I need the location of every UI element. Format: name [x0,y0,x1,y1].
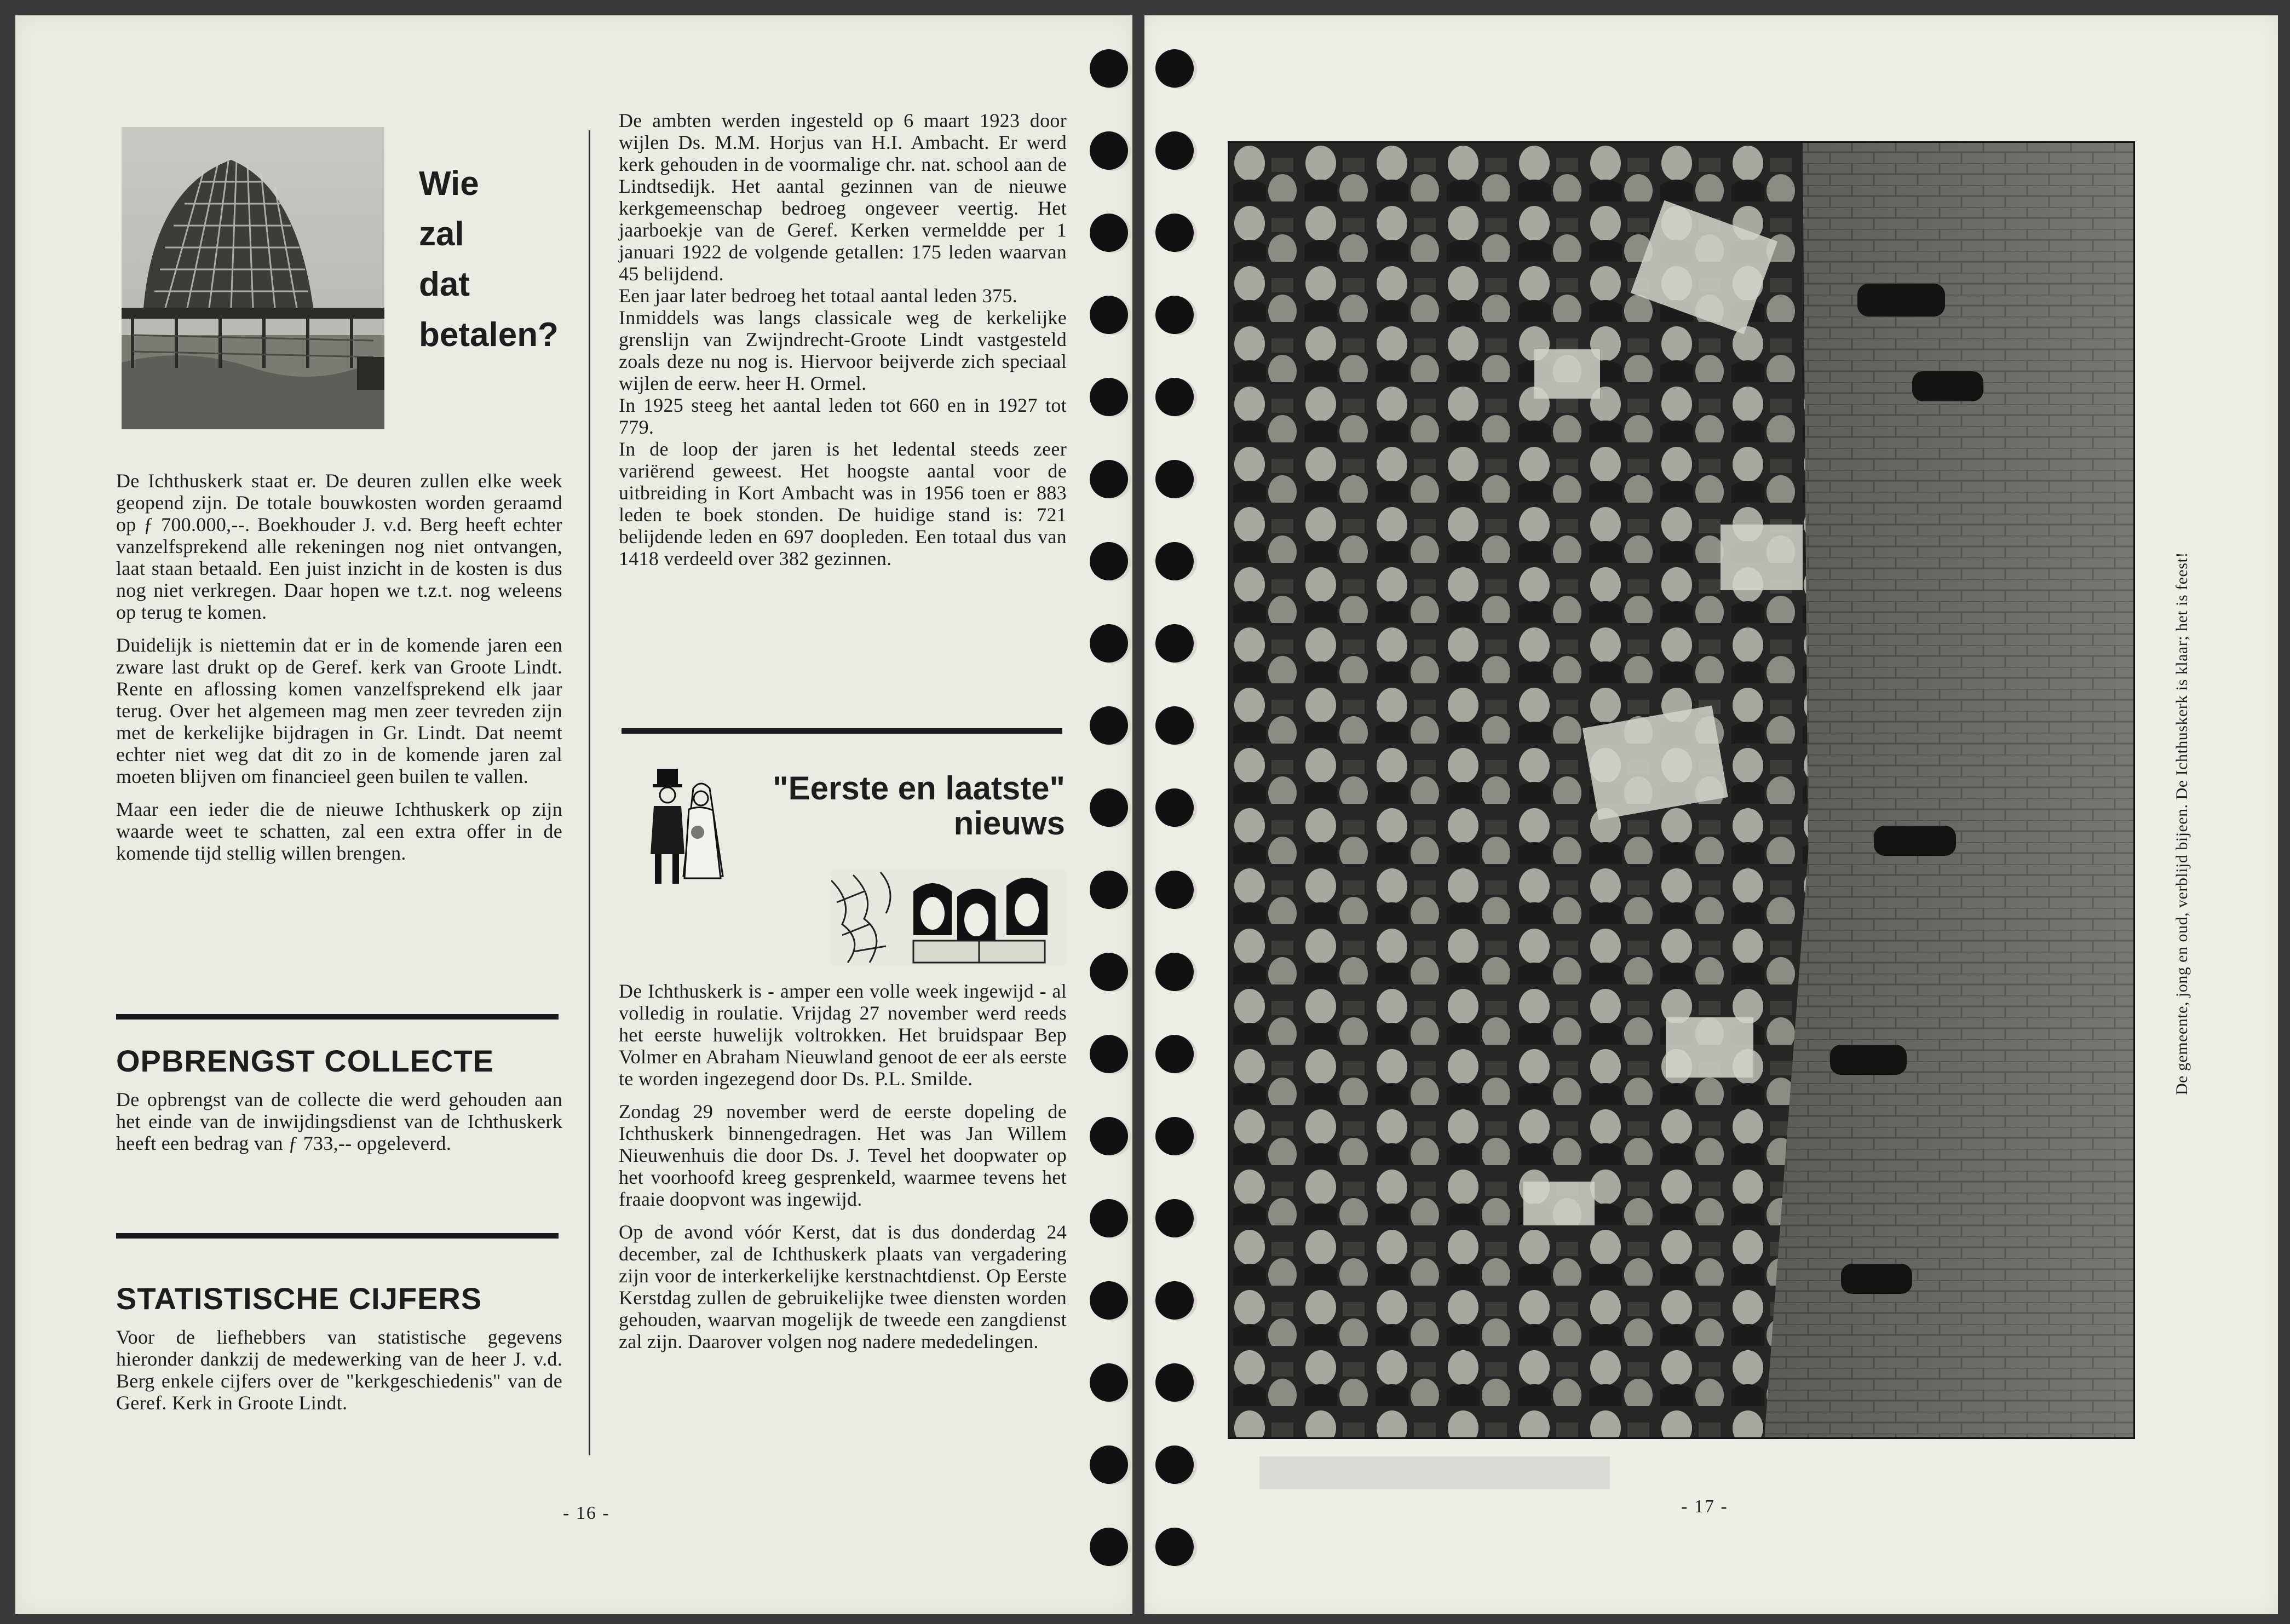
news-heading-block [728,771,1065,841]
binding-hole [1155,1117,1194,1155]
headline-block [419,159,583,360]
binding-hole [1090,953,1128,991]
intro-paragraph: Duidelijk is niettemin dat er in de komende jaren een zware last drukt op de Geref. kerk van Groote Lindt. Rente en aflossing komen vanzelfsprekend elk jaar terug. Over het algemeen mag men zeer tevreden zijn met de kerkelijke bijdragen in Gr. Lindt. Dat neemt echter niet weg dat dit zo in de komende jaren zal moeten blijven om financieel geen builen te vallen. [116,634,562,787]
history-paragraph: Een jaar later bedroeg het totaal aantal leden 375. [619,285,1017,307]
binding-hole [1155,1281,1194,1320]
photo-caption: De gemeente, jong en oud, verblijd bijeen. De Ichthuskerk is klaar; het is feest! [2173,552,2191,1095]
column-left [116,470,562,875]
binding-hole [1090,460,1128,498]
binding-hole [1155,131,1194,170]
headline-line: betalen? [419,316,559,354]
news-paragraph: Zondag 29 november werd de eerste dopeling de Ichthuskerk binnengedragen. Het was Jan Willem Nieuwenhuis die door Ds. J. Tevel het doopwater op het voorhoofd kreeg gesprenkeld, waarmee tevens het fraaie doopvont was ingewijd. [619,1101,1067,1210]
binding-hole [1090,1363,1128,1402]
history-paragraph: In de loop der jaren is het ledental steeds zeer variërend geweest. Het hoogste aantal voor de uitbreiding in Kort Ambacht was in 1956 toen er 883 leden te boek stonden. De huidige stand is: 721 belijdende leden en 697 doopleden. Een totaal dus van 1418 verdeeld over 382 gezinnen. [619,438,1067,569]
collecte-text: De opbrengst van de collecte die werd gehouden aan het einde van de inwijdingsdienst van de Ichthuskerk heeft een bedrag van ƒ 733,-- opgeleverd. [116,1089,562,1154]
section-divider [116,1233,559,1239]
intro-paragraph: Maar een ieder die de nieuwe Ichthuskerk op zijn waarde weet te schatten, zal een extra offer in de komende tijd stellig willen brengen. [116,798,562,864]
binding-hole [1155,49,1194,88]
binding-hole [1155,624,1194,663]
news-text [619,980,1067,1363]
headline-line: dat [419,266,470,303]
news-heading: nieuws [953,805,1065,842]
binding-hole [1090,1199,1128,1237]
news-paragraph: De Ichthuskerk is - amper een volle week ingewijd - al volledig in roulatie. Vrijdag 27 november werd reeds het eerste huwelijk voltrokken. Het bruidspaar Bep Volmer en Abraham Nieuwland genoot de eer als eerste te worden ingezegend door Ds. P.L. Smilde. [619,980,1067,1090]
binding-hole [1090,1281,1128,1320]
binding-hole [1090,1528,1128,1566]
binding-hole [1155,460,1194,498]
binding-hole [1155,542,1194,580]
construction-photo [122,127,384,429]
headline-line: zal [419,215,464,253]
statistiek-section [116,1281,562,1425]
page-number-right: - 17 - [1681,1496,1728,1517]
statistiek-heading: STATISTISCHE CIJFERS [116,1281,482,1316]
binding-hole [1155,706,1194,745]
section-divider [622,728,1062,734]
binding-hole [1155,1446,1194,1484]
news-heading: "Eerste en laatste" [773,770,1065,807]
binding-hole [1090,871,1128,909]
binding-hole [1155,1035,1194,1073]
binding-hole [1155,1528,1194,1566]
binding-hole [1090,1035,1128,1073]
binding-hole [1155,214,1194,252]
congregation-photo [1228,141,2135,1439]
binding-hole [1155,378,1194,416]
binding-hole [1155,1363,1194,1402]
church-scaffolding-image [122,127,384,429]
binding-hole [1155,953,1194,991]
binding-hole [1155,1199,1194,1237]
statistiek-text: Voor de liefhebbers van statistische gegevens hieronder dankzij de medewerking van de heer J. v.d. Berg enkele cijfers over de "kerkgeschiedenis" van de Geref. Kerk in Groote Lindt. [116,1326,562,1414]
binding-hole [1155,296,1194,334]
binding-hole [1090,131,1128,170]
binding-hole [1090,296,1128,334]
binding-hole [1090,1117,1128,1155]
binding-hole [1155,788,1194,827]
history-paragraph: In 1925 steeg het aantal leden tot 660 en in 1927 tot 779. [619,394,1067,438]
binding-hole [1090,788,1128,827]
intro-paragraph: De Ichthuskerk staat er. De deuren zullen elke week geopend zijn. De totale bouwkosten worden geraamd op ƒ 700.000,--. Boekhouder J. v.d. Berg heeft echter vanzelfsprekend alle rekeningen nog niet ontvangen, laat staan betaald. Een juist inzicht in de kosten is dus nog niet verkregen. Daar hopen we t.z.t. nog weleens op terug te komen. [116,470,562,623]
binding-hole [1090,214,1128,252]
page-number-left: - 16 - [563,1503,610,1523]
column-divider [589,130,590,1455]
section-divider [116,1014,559,1020]
history-paragraph: De ambten werden ingesteld op 6 maart 1923 door wijlen Ds. M.M. Horjus van H.I. Ambacht. Er werd kerk gehouden in de voormalige chr. nat. school aan de Lindtsedijk. Het aantal gezinnen van de nieuwe kerkgemeenschap bedroeg ongeveer veertig. Het jaarboekje van de Geref. Kerken vermeldde per 1 januari 1922 de volgende getallen: 175 leden waarvan 45 belijdend. [619,110,1067,285]
binding-hole [1090,49,1128,88]
binding-hole [1090,542,1128,580]
wedding-couple-illustration [641,767,728,887]
news-paragraph: Op de avond vóór Kerst, dat is dus donderdag 24 december, zal de Ichthuskerk plaats van vergadering zijn voor de interkerkelijke kerstnachtdienst. Op Eerste Kerstdag zullen de gebruikelijke twee diensten worden gehouden, waarvan mogelijk de tweede een zangdienst zal zijn. Daarover volgen nog nadere mededelingen. [619,1221,1067,1352]
collecte-heading: OPBRENGST COLLECTE [116,1044,494,1078]
collecte-section [116,1044,562,1165]
history-paragraph: Inmiddels was langs classicale weg de kerkelijke grenslijn van Zwijndrecht-Groote Lindt vastgesteld zoals deze nu nog is. Hiervoor beijverde zich speciaal wijlen de eerw. heer H. Ormel. [619,307,1067,394]
binding-hole [1090,624,1128,663]
binding-hole [1090,378,1128,416]
binding-hole [1090,1446,1128,1484]
column-right [619,110,1067,580]
binding-hole [1090,706,1128,745]
headline-line: Wie [419,165,479,203]
carol-singers-illustration [831,869,1066,967]
spiral-binding [1090,44,1172,1610]
binding-hole [1155,871,1194,909]
bleed-through [1259,1456,1610,1489]
